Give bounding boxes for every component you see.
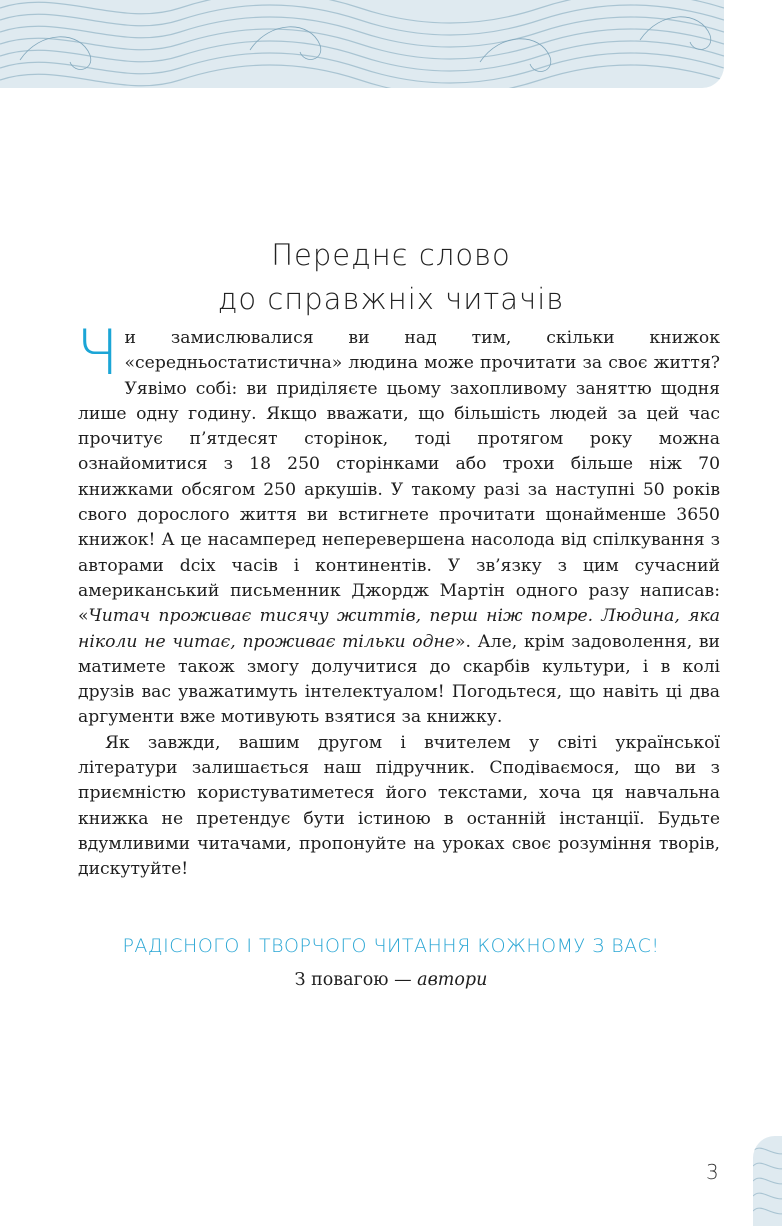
intro-text-1: и замислювалися ви над тим, скільки книжок «середньостатистична» людина може прочитати за своє життя? Уявімо собі: ви приділяєте цьому захопливому заняттю щодня лише одну годину. Якщо вважати, що більшість людей за цей час прочитує п’ятдесят сторінок, тоді протягом року можна ознайомитися з 18 250 сторінками або трохи більше ніж 70 книжками обсягом 250 аркушів. У такому разі за наступні 50 років свого дорослого життя ви встигнете прочитати щонайменше 3650 книжок! А це насамперед неперевершена насолода від спілкування з авторами dсіх часів і континентів. У зв’язку з цим сучасний американський письменник Джордж Мартін одного разу написав: «	[78, 328, 720, 627]
foreword-body	[76, 316, 720, 883]
drop-cap: Ч	[76, 316, 119, 389]
martin-quote: Читач проживає тисячу життів, перш ніж помре. Людина, яка ніколи не читає, проживає тільки одне	[78, 606, 720, 652]
intro-text-2: ». Але, крім задоволення, ви матимете також змогу долучитися до скарбів культури, і в колі друзів вас уважатимуть інтелектуалом! Погодьтеся, що навіть ці два аргументи вже мотивують взятися за книжку.	[78, 631, 720, 728]
closing-wish: РАДІСНОГО І ТВОРЧОГО ЧИТАННЯ КОЖНОМУ З ВАС!	[122, 935, 660, 957]
page-title-line-2: до справжніх читачів	[217, 282, 565, 316]
second-paragraph: Як завжди, вашим другом і вчителем у світі української літератури залишається наш підручник. Сподіваємося, що ви з приємністю користуватиметеся його текстами, хоча ця навчальна книжка не претендує бути істиною в останній інстанції. Будьте вдумливими читачами, пропонуйте на уроках своє розуміння творів, дискутуйте!	[78, 732, 720, 880]
authors-text: автори	[417, 970, 488, 990]
regards-text: З повагою —	[294, 970, 418, 990]
signature-line	[0, 970, 782, 990]
decorative-page-tab	[753, 1136, 782, 1226]
page-title-line-1: Переднє слово	[271, 238, 511, 272]
decorative-wave-banner	[0, 0, 724, 88]
intro-paragraph	[76, 316, 720, 731]
page-number: 3	[706, 1160, 719, 1184]
